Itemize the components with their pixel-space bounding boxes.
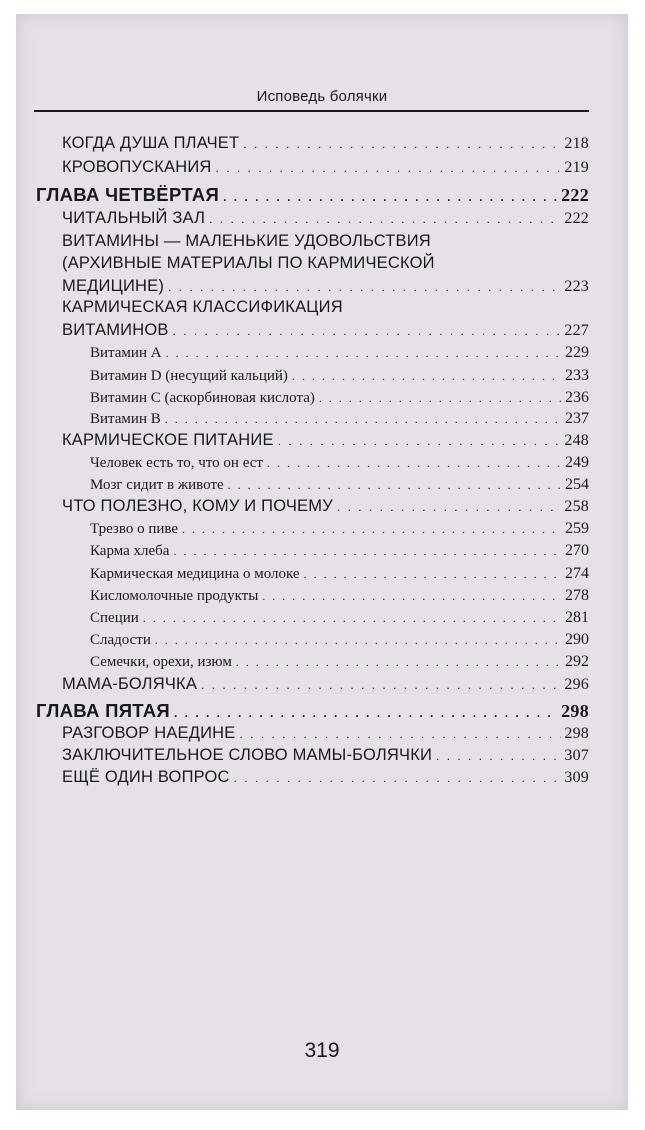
toc-entry-title: Витамин А: [90, 345, 162, 361]
leader-dots: [304, 567, 562, 582]
toc-entry-page: 290: [565, 631, 589, 648]
toc-entry-title: КРОВОПУСКАНИЯ: [62, 158, 212, 176]
toc-entry-page: 309: [564, 769, 589, 786]
toc-entry-title: Кармическая медицина о молоке: [90, 566, 300, 582]
toc-entry-title: ЗАКЛЮЧИТЕЛЬНОЕ СЛОВО МАМЫ-БОЛЯЧКИ: [62, 746, 433, 764]
toc-entry: [62, 724, 589, 743]
toc-entry-line: (АРХИВНЫЕ МАТЕРИАЛЫ ПО КАРМИЧЕСКОЙ: [62, 254, 435, 272]
leader-dots: [216, 161, 562, 175]
leader-dots: [236, 655, 562, 670]
leader-dots: [182, 522, 562, 537]
toc-subentry: [90, 367, 589, 385]
toc-entry-title: ЧТО ПОЛЕЗНО, КОМУ И ПОЧЕМУ: [62, 497, 333, 515]
toc-entry-page: 249: [565, 454, 589, 471]
toc-entry-page: 259: [565, 520, 589, 537]
toc-entry-page: 237: [565, 410, 589, 427]
toc-entry: [62, 158, 589, 177]
page-number: 319: [304, 1039, 340, 1062]
toc-chapter: [36, 700, 589, 722]
toc-subentry: [90, 609, 589, 627]
toc-entry-page: 292: [565, 653, 589, 670]
toc-entry-page: 278: [565, 587, 589, 604]
toc-subentry: [90, 587, 589, 605]
toc-entry-page: 229: [565, 344, 589, 361]
leader-dots: [201, 678, 561, 692]
leader-dots: [223, 190, 558, 204]
toc-subentry: [90, 454, 589, 472]
toc-entry-title: Витамин В: [90, 411, 161, 427]
toc-entry-title: ВИТАМИНОВ: [62, 321, 169, 339]
leader-dots: [155, 633, 562, 648]
toc-entry-page: 296: [564, 676, 589, 693]
leader-dots: [166, 346, 562, 361]
running-head: Исповедь болячки: [256, 88, 388, 105]
toc-entry-page: 270: [565, 542, 589, 559]
toc-entry-page: 248: [564, 432, 589, 449]
toc-entry-page: 227: [564, 322, 589, 339]
leader-dots: [209, 212, 561, 226]
toc-subentry: [90, 410, 589, 428]
leader-dots: [240, 727, 562, 741]
toc-entry: [62, 675, 589, 694]
toc-entry-page: 281: [565, 609, 589, 626]
toc-entry-title: Витамин С (аскорбиновая кислота): [90, 390, 315, 406]
toc-subentry: [90, 389, 589, 407]
leader-dots: [337, 500, 561, 514]
toc-entry-title: Витамин D (несущий кальций): [90, 368, 288, 384]
toc-entry-title: КАРМИЧЕСКОЕ ПИТАНИЕ: [62, 431, 274, 449]
toc-entry-title: Трезво о пиве: [90, 521, 179, 537]
leader-dots: [319, 391, 562, 406]
toc-entry-page: 219: [564, 159, 589, 176]
toc-entry-page: 222: [564, 210, 589, 227]
leader-dots: [267, 456, 562, 471]
leader-dots: [174, 706, 558, 720]
toc-entry: [62, 321, 589, 340]
toc-entry-title: МЕДИЦИНЕ): [62, 277, 165, 295]
toc-entry-title: Специи: [90, 610, 139, 626]
toc-entry-page: 298: [564, 725, 589, 742]
toc-entry: [62, 768, 589, 787]
toc-entry-title: КОГДА ДУША ПЛАЧЕТ: [62, 134, 240, 152]
leader-dots: [243, 137, 561, 151]
toc-entry-page: 254: [565, 476, 589, 493]
toc-subentry: [90, 565, 589, 583]
leader-dots: [143, 611, 562, 626]
toc-entry-page: 258: [564, 498, 589, 515]
leader-dots: [292, 369, 562, 384]
toc-chapter: [36, 184, 589, 206]
toc-entry-title: Человек есть то, что он ест: [90, 455, 263, 471]
toc-entry-title: Карма хлеба: [90, 543, 170, 559]
toc-entry: [62, 746, 589, 765]
leader-dots: [228, 478, 562, 493]
toc-entry-title: ЧИТАЛЬНЫЙ ЗАЛ: [62, 209, 206, 227]
toc-subentry: [90, 520, 589, 538]
toc-entry-title: МАМА-БОЛЯЧКА: [62, 675, 198, 693]
toc-subentry: [90, 542, 589, 560]
toc-entry-page: 222: [561, 185, 589, 205]
toc-entry: [62, 497, 589, 516]
toc-entry-page: 218: [564, 135, 589, 152]
toc-subentry: [90, 631, 589, 649]
leader-dots: [173, 324, 562, 338]
book-page: [16, 14, 628, 1110]
leader-dots: [168, 280, 561, 294]
toc-entry-title: ЕЩЁ ОДИН ВОПРОС: [62, 768, 230, 786]
toc-entry-page: 223: [564, 278, 589, 295]
toc-entry: [62, 431, 589, 450]
toc-entry: [62, 277, 589, 296]
leader-dots: [278, 434, 562, 448]
leader-dots: [436, 749, 561, 763]
toc-entry: [62, 209, 589, 228]
toc-entry: [62, 134, 589, 153]
toc-entry-title: Мозг сидит в животе: [90, 477, 224, 493]
toc-entry-title: РАЗГОВОР НАЕДИНЕ: [62, 724, 236, 742]
header-rule: [34, 110, 589, 112]
toc-entry-page: 274: [565, 565, 589, 582]
toc-entry-line: ВИТАМИНЫ — МАЛЕНЬКИЕ УДОВОЛЬСТВИЯ: [62, 232, 431, 250]
toc-entry-line: КАРМИЧЕСКАЯ КЛАССИФИКАЦИЯ: [62, 298, 343, 316]
toc-subentry: [90, 653, 589, 671]
toc-entry-title: Сладости: [90, 632, 151, 648]
leader-dots: [165, 412, 562, 427]
toc-subentry: [90, 476, 589, 494]
toc-entry-page: 233: [565, 367, 589, 384]
toc-entry-page: 307: [564, 747, 589, 764]
toc-entry-page: 298: [561, 701, 589, 721]
leader-dots: [173, 544, 562, 559]
leader-dots: [262, 589, 562, 604]
toc-entry-title: Семечки, орехи, изюм: [90, 654, 232, 670]
toc-subentry: [90, 344, 589, 362]
toc-entry-title: Кисломолочные продукты: [90, 588, 259, 604]
toc-entry-page: 236: [565, 389, 589, 406]
toc-entry-title: ГЛАВА ЧЕТВЁРТАЯ: [36, 184, 220, 205]
toc-entry-title: ГЛАВА ПЯТАЯ: [36, 700, 170, 721]
leader-dots: [234, 771, 562, 785]
